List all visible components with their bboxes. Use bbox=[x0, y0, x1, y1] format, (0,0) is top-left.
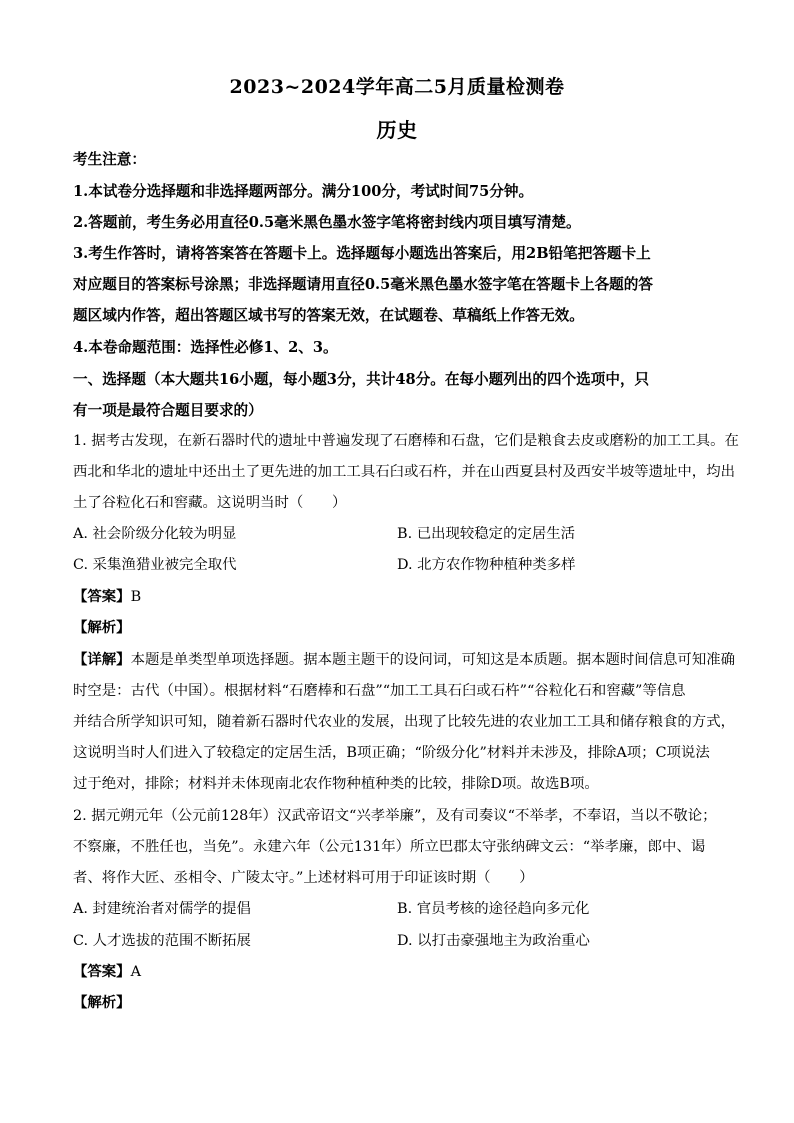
analysis-tag: 【解析】 bbox=[73, 619, 131, 636]
option-a: A. 封建统治者对儒学的提倡 bbox=[73, 901, 251, 917]
option-a: A. 社会阶级分化较为明显 bbox=[73, 526, 237, 542]
notice-line: 1.本试卷分选择题和非选择题两部分。满分100分，考试时间75分钟。 bbox=[73, 183, 534, 200]
detail-line: 过于绝对，排除；材料并未体现南北农作物种植种类的比较，排除D项。故选B项。 bbox=[73, 776, 599, 792]
section-heading: 一、选择题（本大题共16小题，每小题3分，共计48分。在每小题列出的四个选项中，只 bbox=[73, 371, 650, 388]
answer-value: A bbox=[130, 964, 141, 980]
notice-line: 2.答题前，考生务必用直径0.5毫米黑色墨水签字笔将密封线内项目填写清楚。 bbox=[73, 214, 581, 231]
question-stem: 1. 据考古发现，在新石器时代的遗址中普遍发现了石磨棒和石盘，它们是粮食去皮或磨粉的加工工具。在 bbox=[73, 433, 739, 449]
answer-line bbox=[73, 587, 141, 607]
answer-value: B bbox=[130, 589, 142, 605]
option-c: C. 人才选拔的范围不断拓展 bbox=[73, 933, 251, 949]
question-stem: 2. 据元朔元年（公元前128年）汉武帝诏文“兴孝举廉”，及有司奏议“不举孝，不奉诏，当以不敬论； bbox=[73, 808, 717, 824]
detail-line: 时空是：古代（中国）。根据材料“石磨棒和石盘”“加工工具石臼或石杵”“谷粒化石和窖藏”等信息 bbox=[73, 683, 686, 699]
section-heading: 有一项是最符合题目要求的） bbox=[73, 402, 263, 419]
answer-tag: 【答案】 bbox=[73, 963, 131, 980]
option-c: C. 采集渔猎业被完全取代 bbox=[73, 557, 237, 573]
option-b: B. 官员考核的途径趋向多元化 bbox=[397, 901, 590, 917]
question-stem: 者、将作大匠、丞相令、广陵太守。”上述材料可用于印证该时期（ ） bbox=[73, 870, 534, 886]
subject-title: 历史 bbox=[376, 118, 418, 142]
notice-line: 题区域内作答，超出答题区域书写的答案无效，在试题卷、草稿纸上作答无效。 bbox=[73, 307, 584, 324]
detail-tag: 【详解】 bbox=[73, 651, 131, 668]
exam-title: 2023~2024学年高二5月质量检测卷 bbox=[229, 76, 565, 98]
option-d: D. 以打击豪强地主为政治重心 bbox=[397, 933, 590, 949]
detail-line: 【详解】本题是单类型单项选择题。据本题主题干的设问词，可知这是本质题。据本题时间信息可知准确 bbox=[73, 651, 735, 668]
notice-line: 3.考生作答时，请将答案答在答题卡上。选择题每小题选出答案后，用2B铅笔把答题卡上 bbox=[73, 245, 651, 262]
option-b: B. 已出现较稳定的定居生活 bbox=[397, 526, 576, 542]
question-stem: 西北和华北的遗址中还出土了更先进的加工工具石臼或石杵，并在山西夏县村及西安半坡等遗址中，均出 bbox=[73, 464, 735, 480]
notice-line: 对应题目的答案标号涂黑；非选择题请用直径0.5毫米黑色墨水签字笔在答题卡上各题的答 bbox=[73, 276, 653, 293]
answer-tag: 【答案】 bbox=[73, 588, 131, 605]
notice-heading: 考生注意： bbox=[73, 151, 146, 168]
question-stem: 土了谷粒化石和窖藏。这说明当时（ ） bbox=[73, 495, 347, 511]
option-d: D. 北方农作物种植种类多样 bbox=[397, 557, 576, 573]
notice-line: 4.本卷命题范围：选择性必修1、2、3。 bbox=[73, 339, 338, 356]
question-stem: 不察廉，不胜任也，当免”。永建六年（公元131年）所立巴郡太守张纳碑文云：“举孝廉，郎中、谒 bbox=[73, 839, 706, 855]
detail-line: 这说明当时人们进入了较稳定的定居生活，B项正确；“阶级分化”材料并未涉及，排除A项；C项说法 bbox=[73, 745, 710, 761]
answer-line bbox=[73, 962, 141, 982]
analysis-tag: 【解析】 bbox=[73, 994, 131, 1011]
detail-line: 并结合所学知识可知，随着新石器时代农业的发展，出现了比较先进的农业加工工具和储存粮食的方式， bbox=[73, 714, 735, 730]
